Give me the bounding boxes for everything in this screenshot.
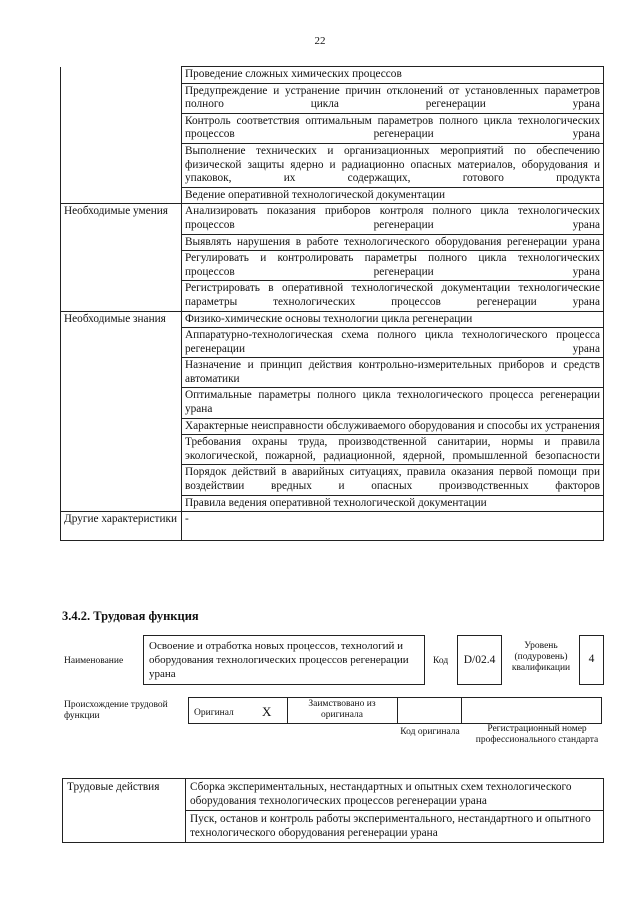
function-name-box: Освоение и отработка новых процессов, технологий и оборудования технологических процессов регенерации урана [143, 635, 425, 685]
original-label: Оригинал [194, 708, 234, 718]
code-value-box: D/02.4 [457, 635, 502, 685]
borrowed-label: Заимствовано из оригинала [308, 699, 376, 720]
table-row: Выявлять нарушения в работе технологического оборудования регенерации урана [182, 234, 604, 251]
skills-label: Необходимые умения [61, 204, 182, 311]
level-value-box: 4 [579, 635, 604, 685]
table-row: Назначение и принцип действия контрольно-измерительных приборов и средств автоматики [182, 358, 604, 388]
table-row: Анализировать показания приборов контроля полного цикла технологических процессов регенерации урана [182, 204, 604, 234]
table-row: Требования охраны труда, производственной санитарии, нормы и правила экологической, пожарной, радиационной, ядерной, промышленной безопасности [182, 435, 604, 465]
knowledge-label: Необходимые знания [61, 311, 182, 512]
other-label: Другие характеристики [61, 512, 182, 541]
table-row: Сборка экспериментальных, нестандартных и опытных схем технологического оборудования технологических процессов регенерации урана [186, 779, 604, 811]
table-row: Ведение оперативной технологической документации [182, 187, 604, 204]
level-label: Уровень (подуровень) квалификации [511, 641, 571, 673]
name-label: Наименование [64, 656, 124, 666]
table-row: Характерные неисправности обслуживаемого оборудования и способы их устранения [182, 418, 604, 435]
table-row: Аппаратурно-технологическая схема полного цикла технологического процесса регенерации урана [182, 328, 604, 358]
other-value: - [182, 512, 604, 541]
page-number: 22 [314, 35, 326, 47]
actions-label: Трудовые действия [63, 779, 186, 843]
code-label: Код [433, 656, 449, 666]
section-title: 3.4.2. Трудовая функция [62, 609, 199, 623]
table-row: Правила ведения оперативной технологической документации [182, 495, 604, 512]
table-row: Контроль соответствия оптимальным параметров полного цикла технологических процессов регенерации урана [182, 113, 604, 143]
origin-label: Происхождение трудовой функции [64, 700, 168, 721]
original-mark: X [262, 704, 272, 719]
actions-table [62, 778, 604, 843]
reg-number-caption: Регистрационный номер профессионального стандарта [475, 724, 599, 745]
table-row: Регулировать и контролировать параметры полного цикла технологических процессов регенерации урана [182, 251, 604, 281]
table-row: Выполнение технических и организационных мероприятий по обеспечению физической защиты ядерно и радиационно опасных материалов, оборудования и упаковок, их содержащих, готового продукта [182, 143, 604, 187]
competency-table [60, 66, 604, 541]
table-row: Проведение сложных химических процессов [182, 67, 604, 84]
table-row: Оптимальные параметры полного цикла технологического процесса регенерации урана [182, 388, 604, 418]
code-original-cell [398, 697, 462, 724]
empty-category-cell [61, 67, 182, 204]
table-row: Физико-химические основы технологии цикла регенерации [182, 311, 604, 328]
table-row: Регистрировать в оперативной технологической документации технологические параметры технологических процессов регенерации урана [182, 281, 604, 311]
table-row: Пуск, останов и контроль работы экспериментального, нестандартного и опытного технологического оборудования регенерации урана [186, 811, 604, 843]
table-row: Порядок действий в аварийных ситуациях, правила оказания первой помощи при воздействии вредных и опасных производственных факторов [182, 465, 604, 495]
code-original-caption: Код оригинала [400, 727, 460, 737]
table-row: Предупреждение и устранение причин отклонений от установленных параметров полного цикла регенерации урана [182, 83, 604, 113]
